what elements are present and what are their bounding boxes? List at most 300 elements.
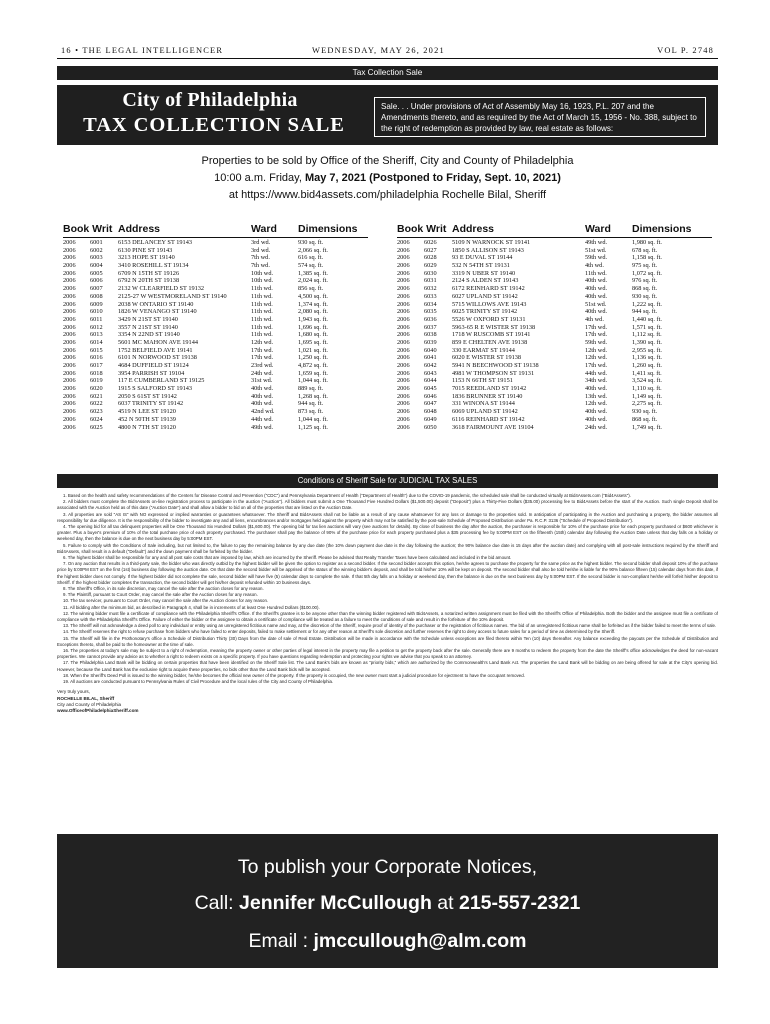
property-address: 6792 N 20TH ST 19138: [118, 277, 180, 285]
condition-paragraph: 17. The Philadelphia Land Bank will be bidding on certain properties that have been identified on the Sheriff Sale list. The Land Bank's bids are known as "priority bids," which are authorized by the Commonwealth's Land Bank Act. The properties the Land Bank will be bidding on are being offered for sale at the City's opening bid. However, because the Land Bank has the exclusive right to acquire these properties, no bids other than the Land Bank bids will be accepted.: [57, 660, 718, 672]
ad-phone-number[interactable]: 215-557-2321: [458, 892, 581, 914]
property-address: 6020 E WISTER ST 19138: [452, 354, 522, 362]
ward-number: 40th wd.: [585, 292, 608, 300]
property-address: 3319 N UBER ST 19140: [452, 269, 516, 277]
condition-paragraph: 14. The Sheriff reserves the right to refuse purchase from bidders who have failed to enter deposits, failed to make settlement or for any other reason at Sheriff's sole discretion and further reserves the right to deny access to future sales for a period of time as determined by the Sheriff.: [63, 629, 616, 635]
lot-dimensions: 1,374 sq. ft.: [298, 300, 328, 308]
condition-paragraph: 11. All bidding after the minimum bid, as described in Paragraph 4, shall be in increments of at least One Hundred Dollars ($100.00).: [63, 604, 320, 610]
ward-number: 40th wd.: [585, 285, 608, 293]
ad-at-label: at: [431, 892, 459, 914]
signature-closing: Very truly yours,: [57, 689, 90, 695]
property-address: 1718 W RUSCOMB ST 19141: [452, 331, 531, 339]
lot-dimensions: 1,659 sq. ft.: [298, 369, 328, 377]
property-address: 1915 S SALFORD ST 19143: [118, 385, 193, 393]
lot-dimensions: 1,411 sq. ft.: [632, 369, 662, 377]
writ-number: 6046: [424, 392, 437, 400]
book-number: 2006: [63, 392, 76, 400]
book-number: 2006: [397, 246, 410, 254]
ward-number: 12th wd.: [585, 400, 608, 408]
writ-number: 6040: [424, 346, 437, 354]
ward-number: 40th wd.: [585, 408, 608, 416]
page-number-publication: 16 • THE LEGAL INTELLIGENCER: [61, 46, 224, 55]
sheriff-website-link[interactable]: www.OfficeofPhiladelphiaSheriff.com: [57, 707, 139, 713]
book-number: 2006: [63, 277, 76, 285]
ward-number: 10th wd.: [251, 277, 274, 285]
writ-number: 6001: [90, 239, 103, 246]
ward-number: 11th wd.: [251, 300, 273, 308]
property-address: 3410 ROSEHILL ST 19134: [118, 262, 189, 270]
ward-number: 12th wd.: [251, 338, 274, 346]
writ-number: 6009: [90, 300, 103, 308]
lot-dimensions: 1,250 sq. ft.: [298, 354, 328, 362]
book-number: 2006: [397, 292, 410, 300]
property-address: 6027 UPLAND ST 19142: [452, 292, 518, 300]
book-number: 2006: [63, 308, 76, 316]
lot-dimensions: 4,872 sq. ft.: [298, 362, 328, 369]
writ-number: 6015: [90, 346, 103, 354]
sale-title: TAX COLLECTION SALE: [83, 114, 345, 136]
book-number: 2006: [397, 315, 410, 323]
lot-dimensions: 944 sq. ft.: [632, 308, 658, 316]
book-number: 2006: [397, 254, 410, 262]
ward-number: 4th wd.: [585, 315, 604, 323]
announcement-line-3: at https://www.bid4assets.com/philadelphia Rochelle Bilal, Sheriff: [228, 189, 547, 201]
ad-headline: To publish your Corporate Notices,: [237, 856, 538, 878]
book-number: 2006: [397, 277, 410, 285]
book-number: 2006: [63, 315, 76, 323]
writ-number: 6012: [90, 323, 103, 331]
property-address: 5109 N WARNOCK ST 19141: [452, 239, 531, 246]
issue-date: WEDNESDAY, MAY 26, 2021: [312, 46, 445, 55]
ward-number: 12th wd.: [585, 346, 608, 354]
writ-number: 6023: [90, 408, 103, 416]
writ-number: 6038: [424, 331, 437, 339]
lot-dimensions: 1,125 sq. ft.: [298, 423, 328, 431]
ward-number: 11th wd.: [251, 285, 273, 293]
book-number: 2006: [63, 323, 76, 331]
ward-number: 17th wd.: [585, 362, 608, 369]
book-number: 2006: [397, 331, 410, 339]
property-address: 1836 BRUNNER ST 19140: [452, 392, 523, 400]
property-address: 6037 TRINITY ST 19142: [118, 400, 184, 408]
corporate-notices-ad: [57, 834, 718, 968]
property-address: 2038 W ONTARIO ST 19140: [118, 300, 194, 308]
lot-dimensions: 1,390 sq. ft.: [632, 338, 662, 346]
lot-dimensions: 1,680 sq. ft.: [298, 331, 328, 339]
writ-number: 6034: [424, 300, 437, 308]
book-number: 2006: [63, 385, 76, 393]
book-number: 2006: [397, 362, 410, 369]
writ-number: 6016: [90, 354, 103, 362]
condition-paragraph: 13. The Sheriff will not acknowledge a deed poll to any individual or entity using an unregistered fictitious name and may, at the discretion of the Sheriff, require proof of identity of the purchaser or the registration of fictitious names. The bid of an unregistered fictitious name shall be forfeited as if the bidder failed to meet the terms of sale.: [63, 623, 717, 629]
title-block: [57, 85, 718, 145]
book-number: 2006: [397, 400, 410, 408]
condition-paragraph: 2. All bidders must complete the Bid4Assets on-line registration process to participate in the auction ("Auction"). All bidders must submit a One Thousand Five Hundred Dollars ($1,500.00) deposit ("Deposit") plus a Thirty-Five Dollars ($35.00) processing fee to Bid4Assets before the start of the Auction. Such single Deposit shall be associated with the Auction held as of this date ("Auction Date") and shall allow a bidder to bid on all of the properties that are listed on the Auction Date.: [57, 499, 718, 511]
property-address: 5715 WILLOWS AVE 19143: [452, 300, 527, 308]
writ-number: 6047: [424, 400, 437, 408]
lot-dimensions: 1,260 sq. ft.: [632, 362, 662, 369]
writ-number: 6006: [90, 277, 103, 285]
writ-number: 6030: [424, 269, 437, 277]
book-number: 2006: [63, 285, 76, 293]
writ-number: 6024: [90, 415, 103, 423]
property-address: 4800 N 7TH ST 19120: [118, 423, 176, 431]
ward-number: 42nd wd.: [251, 408, 275, 416]
ward-number: 51st wd.: [585, 246, 607, 254]
property-address: 331 WINONA ST 19144: [452, 400, 515, 408]
lot-dimensions: 975 sq. ft.: [632, 262, 658, 270]
property-address: 5941 N BEECHWOOD ST 19138: [452, 362, 539, 369]
ward-number: 40th wd.: [585, 308, 608, 316]
condition-paragraph: 10. The tax servicer, pursuant to Court Order, may cancel the sale after the Auction closes for any reason.: [63, 598, 269, 604]
ward-number: 34th wd.: [585, 377, 608, 385]
writ-number: 6037: [424, 323, 437, 331]
ward-number: 49th wd.: [585, 239, 608, 246]
lot-dimensions: 1,044 sq. ft.: [298, 415, 328, 423]
property-address: 1826 W VENANGO ST 19140: [118, 308, 197, 316]
ward-number: 4th wd.: [585, 262, 604, 270]
writ-number: 6049: [424, 415, 437, 423]
ward-number: 3rd wd.: [251, 246, 271, 254]
book-number: 2006: [397, 300, 410, 308]
property-address: 6709 N 15TH ST 19126: [118, 269, 180, 277]
condition-paragraph: 12. The winning bidder must file a certificate of compliance with the Philadelphia Sheriff's Office. If the Sheriff's grantee is to be anyone other than the winning bidder registered with Bid4Assets, a notarized written assignment must be filed with the Sheriff's Office of Philadelphia. Both the bidder and the assignee must file a certificate of compliance with the Philadelphia Sheriff's Office. Failure of either the bidder or the assignee to obtain a certificate of compliance will be treated as a failure to meet the conditions of sale and result in the forfeiture of the 10% deposit.: [57, 610, 718, 623]
writ-number: 6025: [90, 423, 103, 431]
property-address: 3213 HOPE ST 19140: [118, 254, 175, 262]
ward-number: 11th wd.: [251, 315, 273, 323]
listing-table-left: [63, 223, 368, 463]
writ-number: 6048: [424, 408, 437, 416]
writ-number: 6008: [90, 292, 103, 300]
property-address: 6069 UPLAND ST 19142: [452, 408, 518, 416]
writ-number: 6031: [424, 277, 437, 285]
writ-number: 6011: [90, 315, 103, 323]
col-dimensions: Dimensions: [298, 223, 358, 235]
ward-number: 11th wd.: [251, 323, 273, 331]
property-address: 2050 S 61ST ST 19142: [118, 392, 177, 400]
lot-dimensions: 1,021 sq. ft.: [298, 346, 328, 354]
lot-dimensions: 930 sq. ft.: [298, 239, 324, 246]
col-ward: Ward: [585, 223, 611, 235]
lot-dimensions: 616 sq. ft.: [298, 254, 324, 262]
book-number: 2006: [63, 300, 76, 308]
writ-number: 6010: [90, 308, 103, 316]
conditions-paragraphs: [57, 493, 718, 685]
condition-paragraph: 8. The Sheriff's Office, in its sole discretion, may cancel the sale after the auction closes for any reason.: [63, 586, 264, 592]
ad-email-address[interactable]: jmccullough@alm.com: [313, 930, 527, 952]
ward-number: 24th wd.: [251, 369, 274, 377]
condition-paragraph: 7. On any auction that results in a third-party sale, the bidder who was directly outbid by the highest bidder will be given the option to register as a second bidder. If the second bidder accepts this option, he/she agrees to purchase the property for the same price as the highest bidder. The second bidder shall deposit 10% of the purchase price by 5:00PM EST on the first (1st) business day following the auction date. On that date the second bidder will be apprised of the status of the winning bidder's deposit, and shall be told his/her 10% will be kept on deposit. The second bidder shall also be told he/she is liable for the 90% balance fifteen (15) calendar days from this date, if the highest bidder does not comply. If the highest bidder did not complete the sale, second bidder will have five (5) calendar days to complete the sale. If that 5th day falls on a holiday or weekend day, then the balance is due on the next business day by 5:00PM EST. If the second bidder is non-compliant he/she will forfeit his/her deposit to Sheriff. If the highest bidder completes the transaction, the second bidder will get his/her deposit refunded within 10 business days.: [57, 561, 718, 585]
writ-number: 6041: [424, 354, 437, 362]
writ-number: 6013: [90, 331, 103, 339]
property-address: 2125-27 W WESTMORELAND ST 19140: [118, 292, 227, 300]
writ-number: 6005: [90, 269, 103, 277]
property-address: 6101 N NORWOOD ST 19138: [118, 354, 197, 362]
condition-paragraph: 16. The properties at today's sale may be subject to a right of redemption, meaning the property owner or other parties of legal interest in the property may file a petition to get the property back after the sale. Generally there are 9 months to redeem the property from the date the Sheriff's office acknowledges the deed for non-vacant properties. We cannot provide any advice as to whether a right to redeem exists on a specific property. If you have questions regarding redemption and protecting your rights we advise that you speak to an attorney.: [57, 648, 718, 660]
lot-dimensions: 1,385 sq. ft.: [298, 269, 328, 277]
lot-dimensions: 1,222 sq. ft.: [632, 300, 662, 308]
writ-number: 6029: [424, 262, 437, 270]
book-number: 2006: [63, 269, 76, 277]
book-number: 2006: [397, 323, 410, 331]
lot-dimensions: 1,112 sq. ft.: [632, 331, 662, 339]
ward-number: 40th wd.: [251, 400, 274, 408]
legal-notice-box: Sale. . . Under provisions of Act of Assembly May 16, 1923, P.L. 207 and the Amendments thereto, and as required by the Act of March 15, 1956 - No. 388, subject to the right of redemption as provided by law, real estate as follows:: [374, 97, 706, 137]
ward-number: 17th wd.: [251, 346, 274, 354]
signature-name: ROCHELLE BILAL, Sheriff: [57, 695, 115, 701]
announcement-line-1: Properties to be sold by Office of the Sheriff, City and County of Philadelphia: [201, 155, 574, 167]
property-address: 330 EARMAT ST 19144: [452, 346, 515, 354]
property-address: 452 N 50TH ST 19139: [118, 415, 176, 423]
writ-number: 6018: [90, 369, 103, 377]
property-address: 117 E CUMBERLAND ST 19125: [118, 377, 205, 385]
writ-number: 6032: [424, 285, 437, 293]
property-address: 5963-65 R E WISTER ST 19138: [452, 323, 536, 331]
property-address: 6025 TRINITY ST 19142: [452, 308, 518, 316]
book-number: 2006: [397, 392, 410, 400]
book-number: 2006: [397, 262, 410, 270]
property-address: 3618 FAIRMOUNT AVE 19104: [452, 423, 534, 431]
property-address: 859 E CHELTEN AVE 19138: [452, 338, 528, 346]
book-number: 2006: [63, 400, 76, 408]
writ-number: 6021: [90, 392, 103, 400]
property-address: 7015 REEDLAND ST 19142: [452, 385, 527, 393]
col-address: Address: [118, 223, 161, 235]
ward-number: 40th wd.: [251, 392, 274, 400]
col-ward: Ward: [251, 223, 277, 235]
lot-dimensions: 856 sq. ft.: [298, 285, 324, 293]
listing-header-rule: [397, 237, 712, 238]
lot-dimensions: 976 sq. ft.: [632, 277, 658, 285]
writ-number: 6045: [424, 385, 437, 393]
ward-number: 3rd wd.: [251, 239, 271, 246]
listing-table-right: [397, 223, 712, 463]
property-address: 3354 N 22ND ST 19140: [118, 331, 180, 339]
sale-announcement: [57, 153, 718, 204]
book-number: 2006: [63, 415, 76, 423]
condition-paragraph: 15. The Sheriff will file in the Prothonotary's office a Schedule of Distribution Thirty (30) Days from the date of sale of Real Estate. Distribution will be made in accordance with the Schedule unless exceptions are filed thereto within Ten (10) days thereafter. Any balance exceeding the payouts per the Schedule of Distribution and Exceptions thereto, shall be paid to the homeowner at the time of sale.: [57, 635, 718, 647]
property-address: 3557 N 21ST ST 19140: [118, 323, 178, 331]
ward-number: 24th wd.: [585, 423, 608, 431]
ward-number: 40th wd.: [585, 385, 608, 393]
volume-page: VOL P. 2748: [657, 46, 714, 55]
book-number: 2006: [63, 377, 76, 385]
property-address: 532 N 54TH ST 19131: [452, 262, 510, 270]
writ-number: 6028: [424, 254, 437, 262]
book-number: 2006: [397, 269, 410, 277]
writ-number: 6002: [90, 246, 103, 254]
property-address: 6172 REINHARD ST 19142: [452, 285, 525, 293]
ad-call-label: Call:: [194, 892, 240, 914]
announcement-time: 10:00 a.m. Friday,: [214, 172, 305, 184]
writ-number: 6004: [90, 262, 103, 270]
ward-number: 7th wd.: [251, 262, 270, 270]
lot-dimensions: 930 sq. ft.: [632, 408, 658, 416]
ward-number: 7th wd.: [251, 254, 270, 262]
book-number: 2006: [397, 338, 410, 346]
ward-number: 59th wd.: [585, 254, 608, 262]
book-number: 2006: [397, 369, 410, 377]
col-book-writ: Book Writ: [397, 223, 447, 235]
condition-paragraph: 6. The highest bidder shall be responsible for any and all post sale costs that are imposed by law, which are incurred by the Sheriff. Please be advised that Realty Transfer Taxes have been calculated and included in the bid amount.: [63, 555, 512, 561]
book-number: 2006: [397, 285, 410, 293]
lot-dimensions: 868 sq. ft.: [632, 415, 658, 423]
book-number: 2006: [63, 423, 76, 431]
writ-number: 6050: [424, 423, 437, 431]
lot-dimensions: 873 sq. ft.: [298, 408, 324, 416]
book-number: 2006: [63, 408, 76, 416]
lot-dimensions: 1,980 sq. ft.: [632, 239, 662, 246]
book-number: 2006: [63, 346, 76, 354]
book-number: 2006: [63, 254, 76, 262]
book-number: 2006: [397, 377, 410, 385]
book-number: 2006: [63, 292, 76, 300]
book-number: 2006: [397, 308, 410, 316]
ward-number: 44th wd.: [251, 415, 274, 423]
conditions-title: Conditions of Sheriff Sale for JUDICIAL TAX SALES: [57, 474, 718, 488]
lot-dimensions: 868 sq. ft.: [632, 285, 658, 293]
condition-paragraph: 18. When the Sheriff's Deed Poll is issued to the winning bidder, he/she becomes the official new owner of the property. If the property is occupied, the new owner must start a judicial procedure for ejectment to have the occupant removed.: [63, 672, 525, 678]
lot-dimensions: 1,149 sq. ft.: [632, 392, 662, 400]
property-address: 4981 W THOMPSON ST 19131: [452, 369, 535, 377]
property-address: 3429 N 21ST ST 19140: [118, 315, 178, 323]
header-rule: [57, 58, 718, 59]
ward-number: 40th wd.: [585, 277, 608, 285]
writ-number: 6022: [90, 400, 103, 408]
writ-number: 6014: [90, 338, 103, 346]
book-number: 2006: [397, 415, 410, 423]
writ-number: 6039: [424, 338, 437, 346]
ward-number: 11th wd.: [585, 269, 607, 277]
lot-dimensions: 2,275 sq. ft.: [632, 400, 662, 408]
lot-dimensions: 2,066 sq. ft.: [298, 246, 328, 254]
ward-number: 44th wd.: [585, 369, 608, 377]
ward-number: 31st wd.: [251, 377, 273, 385]
book-number: 2006: [397, 346, 410, 354]
ad-email-label: Email :: [248, 930, 314, 952]
book-number: 2006: [63, 246, 76, 254]
writ-number: 6026: [424, 239, 437, 246]
ad-contact-name: Jennifer McCullough: [239, 892, 432, 914]
lot-dimensions: 1,136 sq. ft.: [632, 354, 662, 362]
book-number: 2006: [63, 262, 76, 270]
ward-number: 49th wd.: [251, 423, 274, 431]
col-address: Address: [452, 223, 495, 235]
conditions-text: [57, 493, 718, 820]
signature-block: [57, 689, 718, 714]
lot-dimensions: 930 sq. ft.: [632, 292, 658, 300]
lot-dimensions: 1,440 sq. ft.: [632, 315, 662, 323]
ward-number: 13th wd.: [585, 392, 608, 400]
book-number: 2006: [63, 362, 76, 369]
ward-number: 10th wd.: [251, 269, 274, 277]
ward-number: 11th wd.: [251, 331, 273, 339]
ward-number: 51st wd.: [585, 300, 607, 308]
ward-number: 11th wd.: [251, 292, 273, 300]
page-header: [57, 44, 718, 58]
condition-paragraph: 4. The opening bid for all tax delinquent properties will be One Thousand Six Hundred Dollars ($1,600.00). The opening bid for tax lien auctions will vary (see auctions for details). By close of business the day after the auction, the purchaser is responsible for 10% of the purchase price for each property purchased or $600 whichever is greater. Plus a buyer's premium of 10% of the total purchase price of each property purchased. The purchaser shall pay the balance of 90% of the purchase price for each property purchased plus a $35 processing fee by 5:00PM EST on the fifteenth (15th) calendar day following the Auction Date unless that day falls on a holiday or weekend day, then the balance is due on the next business day by 5:00PM EST.: [57, 524, 718, 542]
ward-number: 17th wd.: [585, 331, 608, 339]
ward-number: 17th wd.: [251, 354, 274, 362]
lot-dimensions: 1,268 sq. ft.: [298, 392, 328, 400]
book-number: 2006: [397, 239, 410, 246]
book-number: 2006: [397, 385, 410, 393]
property-address: 5526 W OXFORD ST 19131: [452, 315, 526, 323]
property-address: 4684 DUFFIELD ST 19124: [118, 362, 189, 369]
lot-dimensions: 1,943 sq. ft.: [298, 315, 328, 323]
signature-office: City and County of Philadelphia: [57, 701, 122, 707]
book-number: 2006: [63, 239, 76, 246]
lot-dimensions: 1,158 sq. ft.: [632, 254, 662, 262]
book-number: 2006: [63, 369, 76, 377]
lot-dimensions: 3,524 sq. ft.: [632, 377, 662, 385]
condition-paragraph: 3. All properties are sold "AS IS" with NO expressed or implied warranties or guarantees whatsoever. The Sheriff and Bid4Assets shall not be liable as a result of any cause whatsoever for any loss or damage to the properties sold. In anticipation of participating in the Auction and purchasing a property, the bidder assumes all responsibility for due diligence. It is the responsibility of the bidder to investigate any and all liens, encumbrances and/or mortgages held against the property which may not be satisfied by the post-sale Schedule of Proposed Distribution under Pa. R.C.P. 3136 ("Schedule of Proposed Distribution").: [57, 511, 718, 523]
col-book-writ: Book Writ: [63, 223, 113, 235]
property-address: 6116 REINHARD ST 19142: [452, 415, 525, 423]
ward-number: 59th wd.: [585, 338, 608, 346]
book-number: 2006: [397, 423, 410, 431]
property-address: 1153 N 66TH ST 19151: [452, 377, 513, 385]
writ-number: 6007: [90, 285, 103, 293]
lot-dimensions: 678 sq. ft.: [632, 246, 658, 254]
condition-paragraph: 1. Based on the health and safety recommendations of the Centers for Disease Control and Prevention ("CDC") and Pennsylvania Department of Health ("Department of Health") due to the COVID-19 pandemic, the scheduled sale shall be conducted virtually at Bid4Assets.com ("Bid4Assets").: [63, 493, 631, 498]
ward-number: 23rd wd.: [251, 362, 274, 369]
property-address: 4519 N LEE ST 19120: [118, 408, 176, 416]
lot-dimensions: 1,696 sq. ft.: [298, 323, 328, 331]
lot-dimensions: 1,571 sq. ft.: [632, 323, 662, 331]
lot-dimensions: 944 sq. ft.: [298, 400, 324, 408]
writ-number: 6003: [90, 254, 103, 262]
property-address: 6153 DELANCEY ST 19143: [118, 239, 192, 246]
lot-dimensions: 4,500 sq. ft.: [298, 292, 328, 300]
property-address: 1752 BELFIELD AVE 19141: [118, 346, 193, 354]
condition-paragraph: 5. Failure to comply with the Conditions of Sale including, but not limited to, the failure to pay the remaining balance by any due date (the 10% down payment due date is the day following the auction; the 90% balance due date is 15 days after the auction date) and complying with all post-sale instructions required by the Sheriff and Bid4Assets, shall result in a default ("Default") and the down payment shall be forfeited by the bidder.: [57, 542, 718, 554]
ward-number: 11th wd.: [251, 308, 273, 316]
writ-number: 6043: [424, 369, 437, 377]
book-number: 2006: [397, 408, 410, 416]
ad-email-line: [57, 930, 718, 953]
writ-number: 6035: [424, 308, 437, 316]
listing-header-rule: [63, 237, 368, 238]
book-number: 2006: [63, 338, 76, 346]
condition-paragraph: 19. All auctions are conducted pursuant to Pennsylvania Rules of Civil Procedure and the local rules of the City and County of Philadelphia.: [63, 679, 334, 685]
property-address: 3954 PARRISH ST 19104: [118, 369, 185, 377]
property-address: 1850 S ALLISON ST 19143: [452, 246, 524, 254]
writ-number: 6033: [424, 292, 437, 300]
property-address: 6130 PINE ST 19143: [118, 246, 173, 254]
lot-dimensions: 1,110 sq. ft.: [632, 385, 662, 393]
lot-dimensions: 1,072 sq. ft.: [632, 269, 662, 277]
book-number: 2006: [63, 354, 76, 362]
ward-number: 17th wd.: [585, 323, 608, 331]
lot-dimensions: 1,749 sq. ft.: [632, 423, 662, 431]
lot-dimensions: 2,080 sq. ft.: [298, 308, 328, 316]
property-address: 2124 S ALDEN ST 19143: [452, 277, 519, 285]
lot-dimensions: 574 sq. ft.: [298, 262, 324, 270]
lot-dimensions: 889 sq. ft.: [298, 385, 324, 393]
section-banner: Tax Collection Sale: [57, 66, 718, 80]
city-title: City of Philadelphia: [122, 89, 298, 111]
announcement-line-2: [57, 170, 718, 187]
col-dimensions: Dimensions: [632, 223, 692, 235]
ad-contact-line: [57, 892, 718, 915]
lot-dimensions: 2,955 sq. ft.: [632, 346, 662, 354]
writ-number: 6019: [90, 377, 103, 385]
property-address: 93 E DUVAL ST 19144: [452, 254, 513, 262]
property-address: 2132 W CLEARFIELD ST 19132: [118, 285, 205, 293]
writ-number: 6020: [90, 385, 103, 393]
ward-number: 40th wd.: [251, 385, 274, 393]
